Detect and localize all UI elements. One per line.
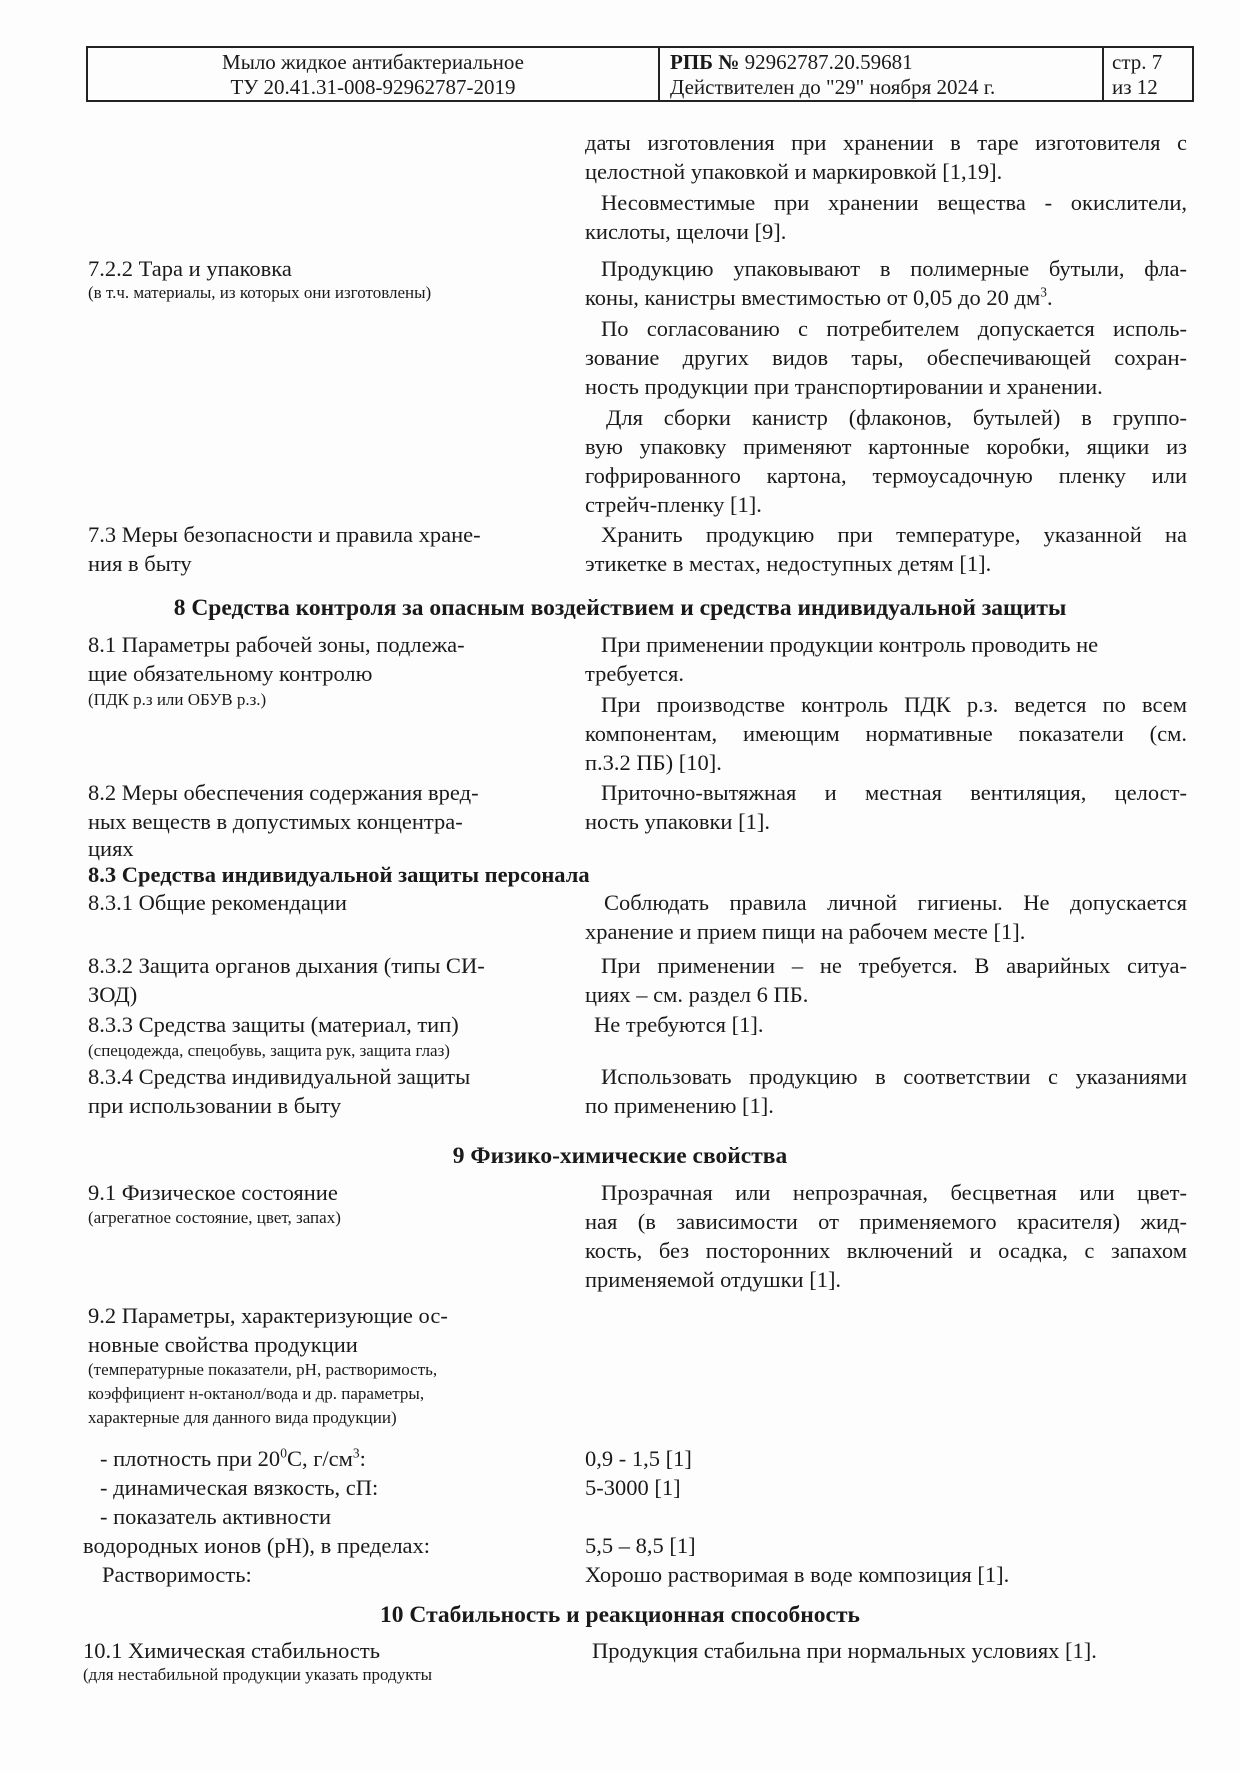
item-10-1-label: 10.1 Химическая стабильность bbox=[83, 1638, 380, 1663]
storage-text-line: целостной упаковкой и маркировкой [1,19]. bbox=[585, 159, 1003, 184]
item-9-2-sublabel: (температурные показатели, pH, растворимость, bbox=[88, 1360, 438, 1379]
protection-text-line: Не требуются [1]. bbox=[594, 1012, 764, 1037]
header-page-cell bbox=[1104, 48, 1192, 100]
rpb-number: 92962787.20.59681 bbox=[744, 50, 913, 74]
physical-state-text-line: применяемой отдушки [1]. bbox=[585, 1267, 842, 1292]
item-8-3-4-label: при использовании в быту bbox=[88, 1093, 342, 1118]
chemical-stability-value: Продукция стабильна при нормальных условиях [1]. bbox=[592, 1638, 1097, 1663]
physical-state-text-line: кость, без посторонних включений и осадка, с запахом bbox=[585, 1238, 1187, 1263]
item-9-2-sublabel: коэффициент н-октанол/вода и др. параметры, bbox=[88, 1384, 425, 1403]
density-label: - плотность при $20^0С$, $г/см^3$: bbox=[100, 1445, 366, 1471]
section-9-title: 9 Физико-химические свойства bbox=[452, 1143, 788, 1169]
work-zone-text-line: требуется. bbox=[585, 661, 684, 686]
ventilation-text-line: Приточно-вытяжная и местная вентиляция, целост- bbox=[601, 780, 1187, 805]
packaging-text-line: коны, канистры вместимостью от 0,05 до 20 $дм^3$. bbox=[585, 284, 1053, 310]
respiratory-text-line: циях – см. раздел 6 ПБ. bbox=[585, 982, 809, 1007]
item-7-2-2-sublabel: (в т.ч. материалы, из которых они изготовлены) bbox=[88, 283, 432, 302]
packaging-text-line: По согласованию с потребителем допускается исполь- bbox=[601, 316, 1187, 341]
packaging-text-line: стрейч-пленку [1]. bbox=[585, 492, 762, 517]
ph-label: - показатель активности bbox=[100, 1504, 332, 1529]
section-8-title: 8 Средства контроля за опасным воздействием и средства индивидуальной защиты bbox=[173, 595, 1067, 621]
ventilation-text-line: ность упаковки [1]. bbox=[585, 809, 770, 834]
packaging-text-line: Для сборки канистр (флаконов, бутылей) в группо- bbox=[606, 405, 1187, 430]
storage-text-line: Несовместимые при хранении вещества - окислители, bbox=[601, 190, 1187, 215]
hygiene-text-line: хранение и прием пищи на рабочем месте [1]. bbox=[585, 919, 1026, 944]
ph-label: водородных ионов (pH), в пределах: bbox=[83, 1533, 431, 1558]
household-storage-text-line: Хранить продукцию при температуре, указанной на bbox=[601, 522, 1187, 547]
item-9-2-label: новные свойства продукции bbox=[88, 1332, 358, 1357]
page-total: из 12 bbox=[1112, 75, 1158, 99]
packaging-text-line: вую упаковку применяют картонные коробки, ящики из bbox=[585, 434, 1187, 459]
item-8-1-label: 8.1 Параметры рабочей зоны, подлежа- bbox=[88, 632, 465, 657]
product-name: Мыло жидкое антибактериальное bbox=[222, 50, 524, 74]
item-7-3-label: 7.3 Меры безопасности и правила хране- bbox=[88, 522, 481, 547]
item-8-3-1-label: 8.3.1 Общие рекомендации bbox=[88, 890, 347, 915]
ph-value: 5,5 – 8,5 [1] bbox=[585, 1533, 696, 1558]
item-9-1-label: 9.1 Физическое состояние bbox=[88, 1180, 338, 1205]
packaging-text-line: ность продукции при транспортировании и хранении. bbox=[585, 374, 1103, 399]
header-product-cell bbox=[88, 48, 660, 100]
header-rpb-cell bbox=[660, 48, 1104, 100]
work-zone-text-line: При применении продукции контроль проводить не bbox=[601, 632, 1099, 657]
item-10-1-sublabel: (для нестабильной продукции указать продукты bbox=[83, 1665, 433, 1684]
item-8-3-2-label: ЗОД) bbox=[88, 982, 138, 1007]
respiratory-text-line: При применении – не требуется. В аварийных ситуа- bbox=[601, 953, 1187, 978]
viscosity-value: 5-3000 [1] bbox=[585, 1475, 681, 1500]
storage-text-line: даты изготовления при хранении в таре изготовителя с bbox=[585, 130, 1187, 155]
item-7-3-label: ния в быту bbox=[88, 551, 192, 576]
storage-text-line: кислоты, щелочи [9]. bbox=[585, 219, 787, 244]
item-8-3-2-label: 8.3.2 Защита органов дыхания (типы СИ- bbox=[88, 953, 485, 978]
valid-until: Действителен до "29" ноября 2024 г. bbox=[670, 75, 996, 99]
physical-state-text-line: Прозрачная или непрозрачная, бесцветная или цвет- bbox=[601, 1180, 1187, 1205]
solubility-value: Хорошо растворимая в воде композиция [1]. bbox=[585, 1562, 1010, 1587]
tu-code: ТУ 20.41.31-008-92962787-2019 bbox=[230, 75, 516, 99]
item-8-2-label: 8.2 Меры обеспечения содержания вред- bbox=[88, 780, 479, 805]
hygiene-text-line: Соблюдать правила личной гигиены. Не допускается bbox=[604, 890, 1187, 915]
household-ppe-text-line: по применению [1]. bbox=[585, 1093, 774, 1118]
item-8-3-3-label: 8.3.3 Средства защиты (материал, тип) bbox=[88, 1012, 459, 1037]
work-zone-text-line: При производстве контроль ПДК р.з. ведется по всем bbox=[601, 692, 1187, 717]
household-ppe-text-line: Использовать продукцию в соответствии с указаниями bbox=[601, 1064, 1187, 1089]
rpb-line bbox=[670, 50, 1102, 75]
viscosity-label: - динамическая вязкость, сП: bbox=[100, 1475, 379, 1500]
packaging-text-line: зование других видов тары, обеспечивающей сохран- bbox=[585, 345, 1187, 370]
solubility-label: Растворимость: bbox=[102, 1562, 252, 1587]
rpb-label: РПБ № bbox=[670, 50, 740, 74]
item-9-2-label: 9.2 Параметры, характеризующие ос- bbox=[88, 1303, 448, 1328]
work-zone-text-line: п.3.2 ПБ) [10]. bbox=[585, 750, 722, 775]
item-8-3-4-label: 8.3.4 Средства индивидуальной защиты bbox=[88, 1064, 471, 1089]
item-8-2-label: циях bbox=[88, 836, 134, 861]
work-zone-text-line: компонентам, имеющим нормативные показатели (см. bbox=[585, 721, 1187, 746]
item-8-1-label: щие обязательному контролю bbox=[88, 661, 373, 686]
section-10-title: 10 Стабильность и реакционная способность bbox=[380, 1602, 860, 1628]
item-8-2-label: ных веществ в допустимых концентра- bbox=[88, 809, 463, 834]
item-7-2-2-label: 7.2.2 Тара и упаковка bbox=[88, 256, 292, 281]
packaging-text-line: гофрированного картона, термоусадочную пленку или bbox=[585, 463, 1187, 488]
item-9-1-sublabel: (агрегатное состояние, цвет, запах) bbox=[88, 1208, 341, 1227]
household-storage-text-line: этикетке в местах, недоступных детям [1]. bbox=[585, 551, 992, 576]
packaging-text-line: Продукцию упаковывают в полимерные бутыли, фла- bbox=[601, 256, 1187, 281]
physical-state-text-line: ная (в зависимости от применяемого красителя) жид- bbox=[585, 1209, 1187, 1234]
density-value: 0,9 - 1,5 [1] bbox=[585, 1446, 692, 1471]
header-table bbox=[86, 46, 1194, 102]
item-8-1-sublabel: (ПДК р.з или ОБУВ р.з.) bbox=[88, 690, 267, 709]
page-number: стр. 7 bbox=[1112, 50, 1163, 74]
item-9-2-sublabel: характерные для данного вида продукции) bbox=[88, 1408, 397, 1427]
subsection-8-3-title: 8.3 Средства индивидуальной защиты персонала bbox=[88, 862, 590, 887]
item-8-3-3-sublabel: (спецодежда, спецобувь, защита рук, защита глаз) bbox=[88, 1041, 450, 1060]
